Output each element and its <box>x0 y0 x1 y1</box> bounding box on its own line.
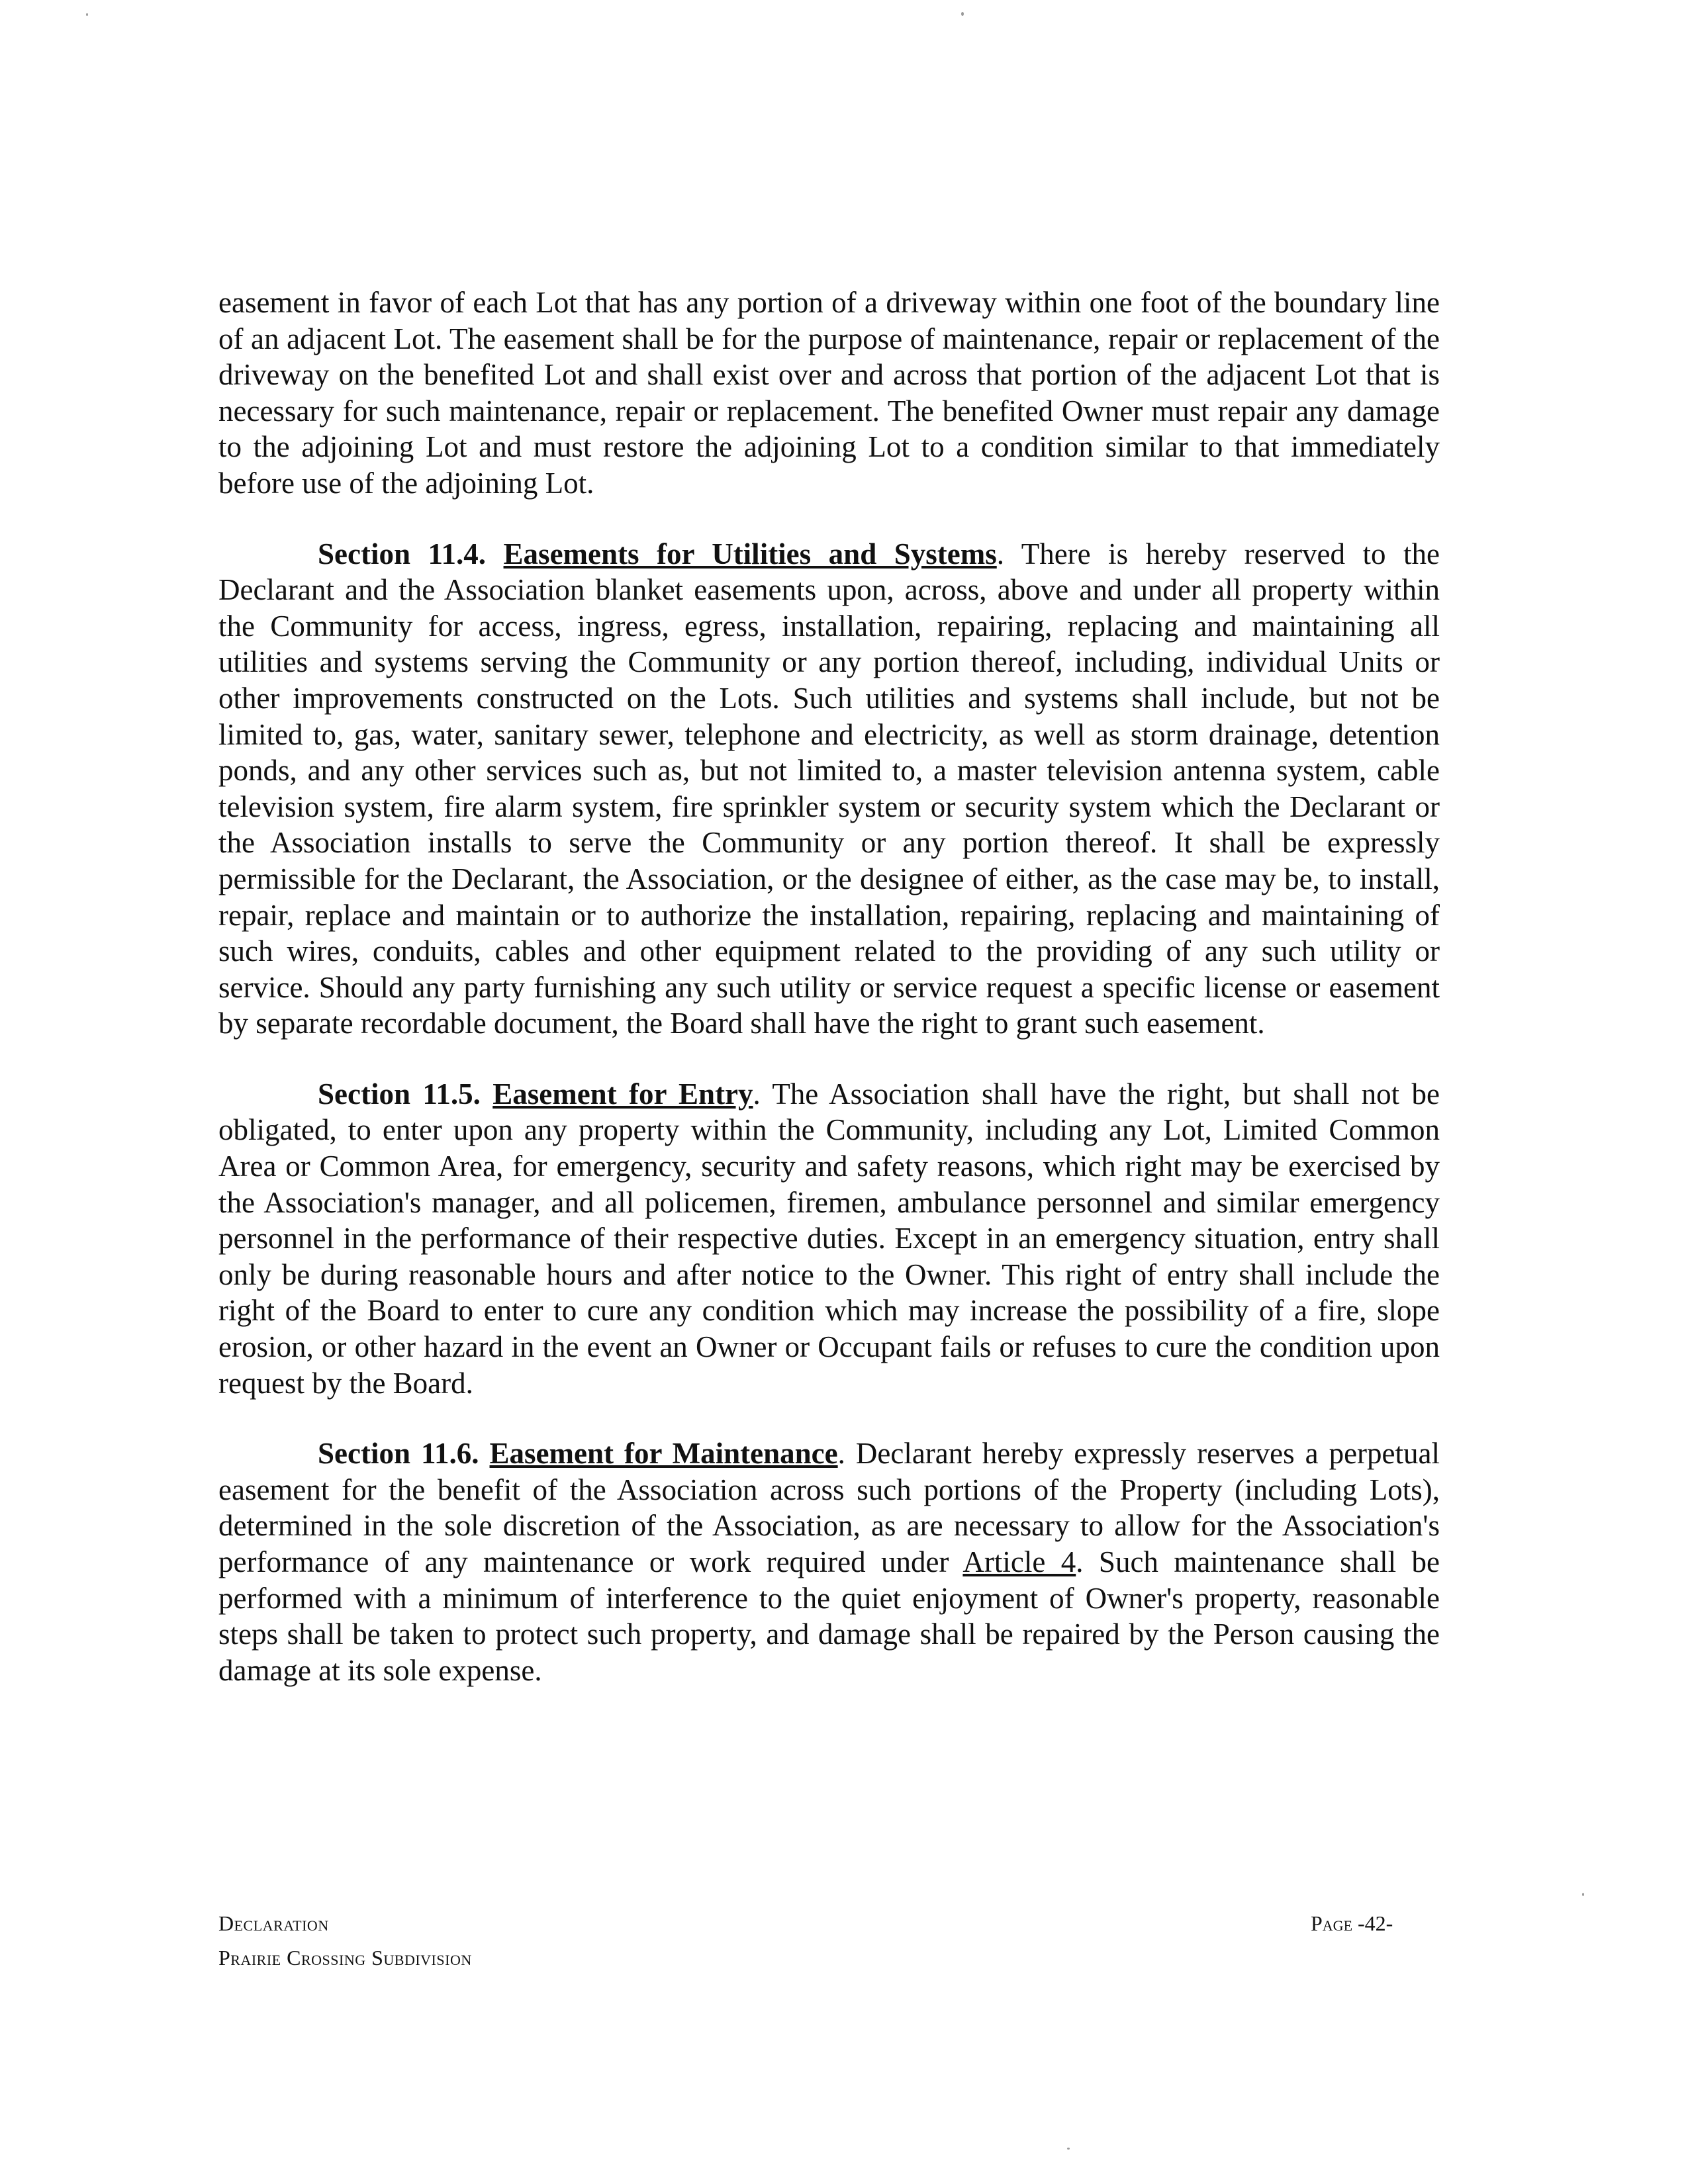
section-11-6 <box>218 1435 1440 1688</box>
scan-speck <box>1067 2148 1070 2150</box>
article-4-reference: Article 4 <box>962 1545 1076 1578</box>
footer-left <box>218 1906 472 1975</box>
section-body: . There is hereby reserved to the Declarant and the Association blanket easements upon, across, above and under all property within the Community for access, ingress, egress, installation, repairing, replacing and maintaining all utilities and systems serving the Community or any portion thereof, including, individual Units or other improvements constructed on the Lots. Such utilities and systems shall include, but not be limited to, gas, water, sanitary sewer, telephone and electricity, as well as storm drainage, detention ponds, and any other services such as, but not limited to, a master television antenna system, cable television system, fire alarm system, fire sprinkler system or security system which the Declarant or the Association installs to serve the Community or any portion thereof. It shall be expressly permissible for the Declarant, the Association, or the designee of either, as the case may be, to install, repair, replace and maintain or to authorize the installation, repairing, replacing and maintaining of such wires, conduits, cables and other equipment related to the providing of any such utility or service. Should any party furnishing any such utility or service request a specific license or easement by separate recordable document, the Board shall have the right to grant such easement. <box>218 537 1440 1040</box>
section-body: . Declarant hereby expressly reserves a perpetual easement for the benefit of the Association across such portions of the Property (including Lots), determined in the sole discretion of the Association, as are necessary to allow for the Association's performance of any maintenance or work required under <box>218 1437 1440 1578</box>
section-body: . The Association shall have the right, but shall not be obligated, to enter upon any property within the Community, including any Lot, Limited Common Area or Common Area, for emergency, security and safety reasons, which right may be exercised by the Association's manager, and all policemen, firemen, ambulance personnel and similar emergency personnel in the performance of their respective duties. Except in an emergency situation, entry shall only be during reasonable hours and after notice to the Owner. This right of entry shall include the right of the Board to enter to cure any condition which may increase the possibility of a fire, slope erosion, or other hazard in the event an Owner or Occupant fails or refuses to cure the condition upon request by the Board. <box>218 1077 1440 1400</box>
document-body <box>218 285 1440 1723</box>
scan-speck <box>86 13 88 16</box>
footer-document-name: Declaration <box>218 1911 329 1935</box>
section-body-end: . Such maintenance shall be performed with a minimum of interference to the quiet enjoyment of Owner's property, reasonable steps shall be taken to protect such property, and damage shall be repaired by the Person causing the damage at its sole expense. <box>218 1545 1440 1687</box>
section-11-5 <box>218 1076 1440 1401</box>
section-number: Section 11.4. <box>318 537 487 570</box>
scan-speck <box>1582 1893 1584 1896</box>
footer-subdivision-name: Prairie Crossing Subdivision <box>218 1946 472 1970</box>
scan-speck <box>961 12 964 16</box>
section-title: Easements for Utilities and Systems <box>503 537 997 570</box>
paragraph-continuation <box>218 285 1440 502</box>
section-11-4 <box>218 536 1440 1042</box>
footer-page-number: Page -42- <box>1311 1911 1393 1935</box>
section-title: Easement for Entry <box>492 1077 753 1111</box>
section-number: Section 11.6. <box>318 1437 479 1471</box>
section-title: Easement for Maintenance <box>489 1437 838 1471</box>
paragraph-text: easement in favor of each Lot that has any portion of a driveway within one foot of the boundary line of an adjacent Lot. The easement shall be for the purpose of maintenance, repair or replacement of the driveway on the benefited Lot and shall exist over and across that portion of the adjacent Lot that is necessary for such maintenance, repair or replacement. The benefited Owner must repair any damage to the adjoining Lot and must restore the adjoining Lot to a condition similar to that immediately before use of the adjoining Lot. <box>218 286 1440 500</box>
section-number: Section 11.5. <box>318 1077 481 1111</box>
